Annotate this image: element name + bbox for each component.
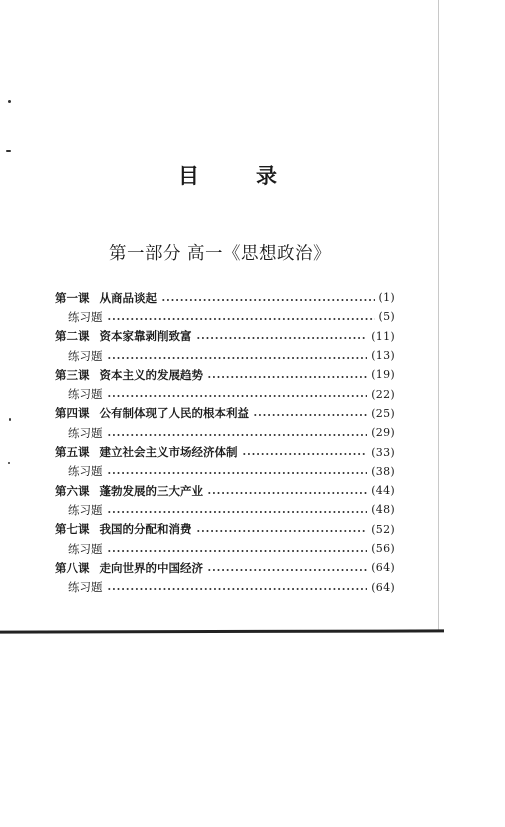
lesson-number: 第六课 (55, 483, 90, 498)
toc-exercise-row (55, 577, 395, 596)
page-number: (56) (371, 542, 395, 555)
page-number: (64) (371, 561, 395, 575)
page-number: (48) (371, 503, 395, 517)
toc-lesson-row (55, 520, 395, 539)
dot-leader (196, 530, 368, 532)
toc-lesson-row (55, 481, 395, 500)
dot-leader (107, 550, 368, 552)
lesson-number: 第四课 (55, 406, 90, 421)
entry-title: 练习题 (68, 464, 103, 479)
dot-leader (161, 299, 375, 301)
dot-leader (242, 453, 368, 455)
page-number: (5) (378, 310, 395, 324)
dot-leader (107, 588, 368, 590)
dot-leader (107, 511, 368, 513)
entry-title: 建立社会主义市场经济体制 (99, 445, 238, 460)
toc-lesson-row (55, 404, 395, 423)
scan-speck (8, 462, 10, 464)
entry-title: 练习题 (68, 580, 103, 595)
entry-title: 练习题 (68, 348, 103, 363)
toc-lesson-row (55, 442, 395, 461)
entry-title: 练习题 (68, 502, 103, 517)
heading-char-2: 录 (256, 164, 277, 188)
entry-title: 练习题 (68, 387, 103, 402)
entry-title: 练习题 (68, 541, 103, 556)
page-number: (64) (371, 580, 395, 594)
toc-lesson-row (55, 558, 395, 577)
page-number: (1) (378, 291, 395, 305)
part-title: 第一部分 高一《思想政治》 (108, 244, 332, 264)
lesson-number: 第七课 (55, 522, 90, 537)
toc-exercise-row (55, 384, 395, 403)
page-number: (11) (371, 329, 395, 343)
dot-leader (253, 414, 367, 416)
toc-exercise-row (55, 346, 395, 365)
dot-leader (207, 376, 367, 378)
dot-leader (207, 492, 367, 494)
page-number: (13) (371, 349, 395, 363)
page-number: (25) (371, 406, 395, 420)
scan-speck (8, 100, 11, 103)
toc-exercise-row (55, 500, 395, 519)
entry-title: 走向世界的中国经济 (99, 560, 203, 575)
page-number: (29) (371, 426, 395, 440)
dot-leader (107, 472, 368, 474)
entry-title: 公有制体现了人民的根本利益 (99, 406, 249, 421)
entry-title: 练习题 (68, 309, 103, 324)
entry-title: 资本家靠剥削致富 (99, 329, 192, 344)
dot-leader (107, 357, 368, 359)
entry-title: 从商品谈起 (99, 290, 157, 305)
toc-lesson-row (55, 288, 395, 307)
entry-title: 蓬勃发展的三大产业 (99, 483, 203, 498)
table-of-contents (55, 288, 395, 597)
page-edge (438, 0, 439, 632)
lesson-number: 第八课 (55, 560, 90, 575)
toc-lesson-row (55, 327, 395, 346)
page-number: (22) (371, 387, 395, 401)
page-number: (44) (371, 484, 395, 498)
toc-exercise-row (55, 423, 395, 442)
page-number: (19) (371, 368, 395, 382)
page-number: (52) (371, 522, 395, 536)
toc-exercise-row (55, 539, 395, 558)
heading-char-1: 目 (178, 164, 199, 188)
lesson-number: 第三课 (55, 367, 90, 382)
lesson-number: 第一课 (55, 290, 90, 305)
entry-title: 资本主义的发展趋势 (99, 367, 203, 382)
toc-lesson-row (55, 365, 395, 384)
dot-leader (207, 569, 367, 571)
toc-exercise-row (55, 307, 395, 326)
dot-leader (107, 395, 368, 397)
page-number: (38) (371, 464, 395, 478)
page-number: (33) (371, 445, 395, 459)
lesson-number: 第五课 (55, 445, 90, 460)
entry-title: 我国的分配和消费 (99, 522, 192, 537)
dot-leader (107, 318, 375, 320)
scan-speck (9, 418, 11, 421)
scan-speck (6, 150, 11, 152)
dot-leader (196, 337, 368, 339)
toc-exercise-row (55, 462, 395, 481)
dot-leader (107, 434, 368, 436)
entry-title: 练习题 (68, 425, 103, 440)
lesson-number: 第二课 (55, 329, 90, 344)
toc-heading (178, 160, 278, 190)
